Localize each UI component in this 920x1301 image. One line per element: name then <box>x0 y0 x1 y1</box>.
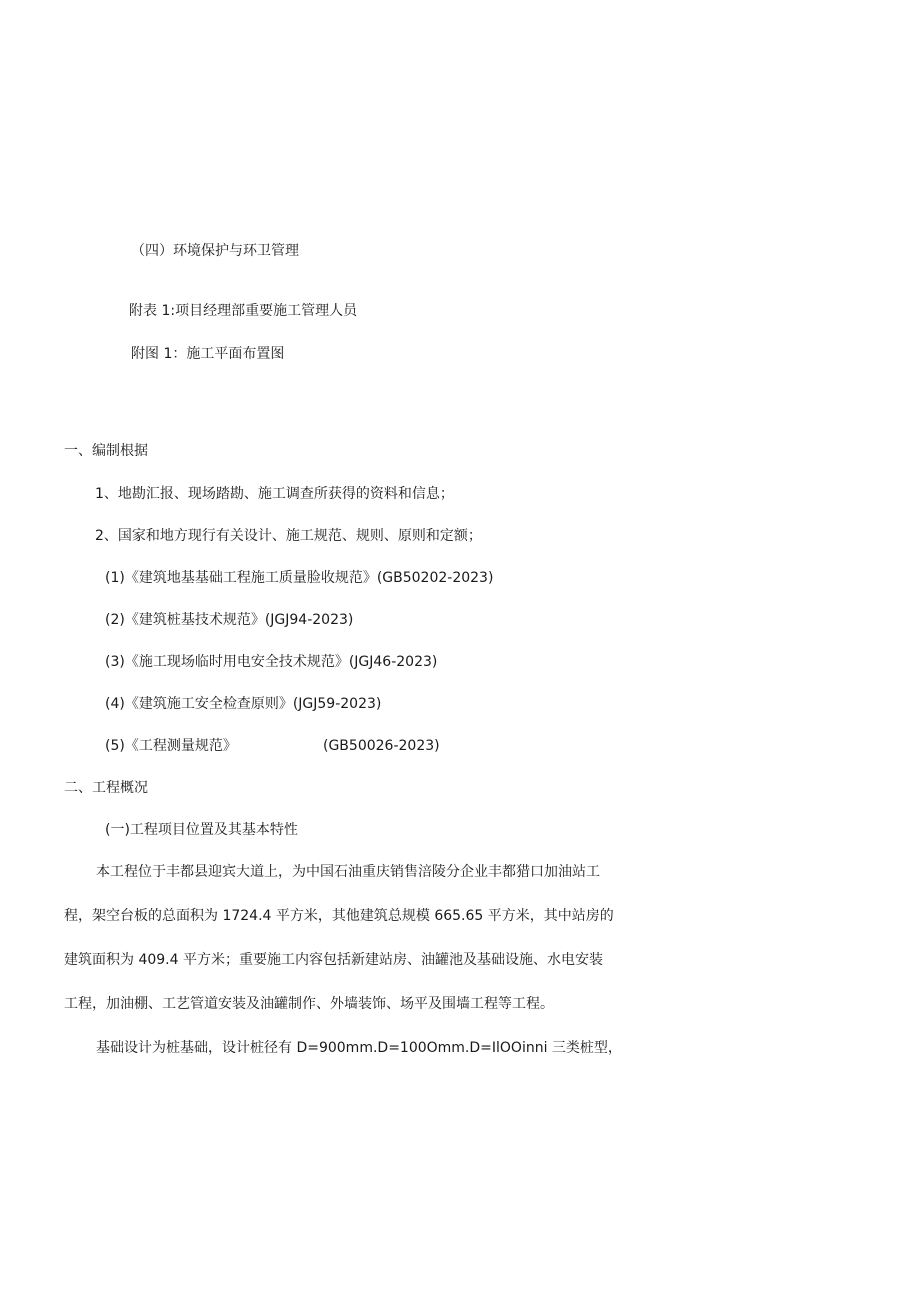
standard-reference: (3)《施工现场临时用电安全技术规范》(JGJ46-2023) <box>105 654 438 670</box>
paragraph-line: 基础设计为桩基础，设计桩径有 D=900mm.D=100Omm.D=IlOOinni 三类桩型， <box>96 1040 622 1056</box>
standard-code: (GB50026-2023) <box>323 738 440 754</box>
list-item: 2、国家和地方现行有关设计、施工规范、规则、原则和定额； <box>95 528 482 544</box>
standard-reference: (2)《建筑桩基技术规范》(JGJ94-2023) <box>105 612 354 628</box>
toc-item-environment: （四）环境保护与环卫管理 <box>131 243 299 259</box>
paragraph-line: 程，架空台板的总面积为 1724.4 平方米，其他建筑总规模 665.65 平方米，其中站房的 <box>64 908 614 924</box>
standard-reference: (1)《建筑地基基础工程施工质量脸收规范》(GB50202-2023) <box>105 570 494 586</box>
section-heading: 一、编制根据 <box>64 443 148 459</box>
standard-reference: (5)《工程测量规范》 <box>105 738 237 754</box>
paragraph-line: 建筑面积为 409.4 平方米；重要施工内容包括新建站房、油罐池及基础设施、水电安装 <box>64 952 603 968</box>
list-item: 1、地勘汇报、现场踏勘、施工调查所获得的资料和信息； <box>95 486 454 502</box>
section-heading: 二、工程概况 <box>64 780 148 796</box>
paragraph-line: 工程，加油棚、工艺管道安装及油罐制作、外墙装饰、场平及围墙工程等工程。 <box>64 996 554 1012</box>
subsection-heading: (一)工程项目位置及其基本特性 <box>105 822 298 838</box>
paragraph-line: 本工程位于丰都县迎宾大道上，为中国石油重庆销售涪陵分企业丰都猎口加油站工 <box>96 864 600 880</box>
standard-reference: (4)《建筑施工安全检查原则》(JGJ59-2023) <box>105 696 382 712</box>
toc-appendix-table: 附表 1:项目经理部重要施工管理人员 <box>129 303 358 319</box>
toc-appendix-figure: 附图 1：施工平面布置图 <box>131 346 285 362</box>
